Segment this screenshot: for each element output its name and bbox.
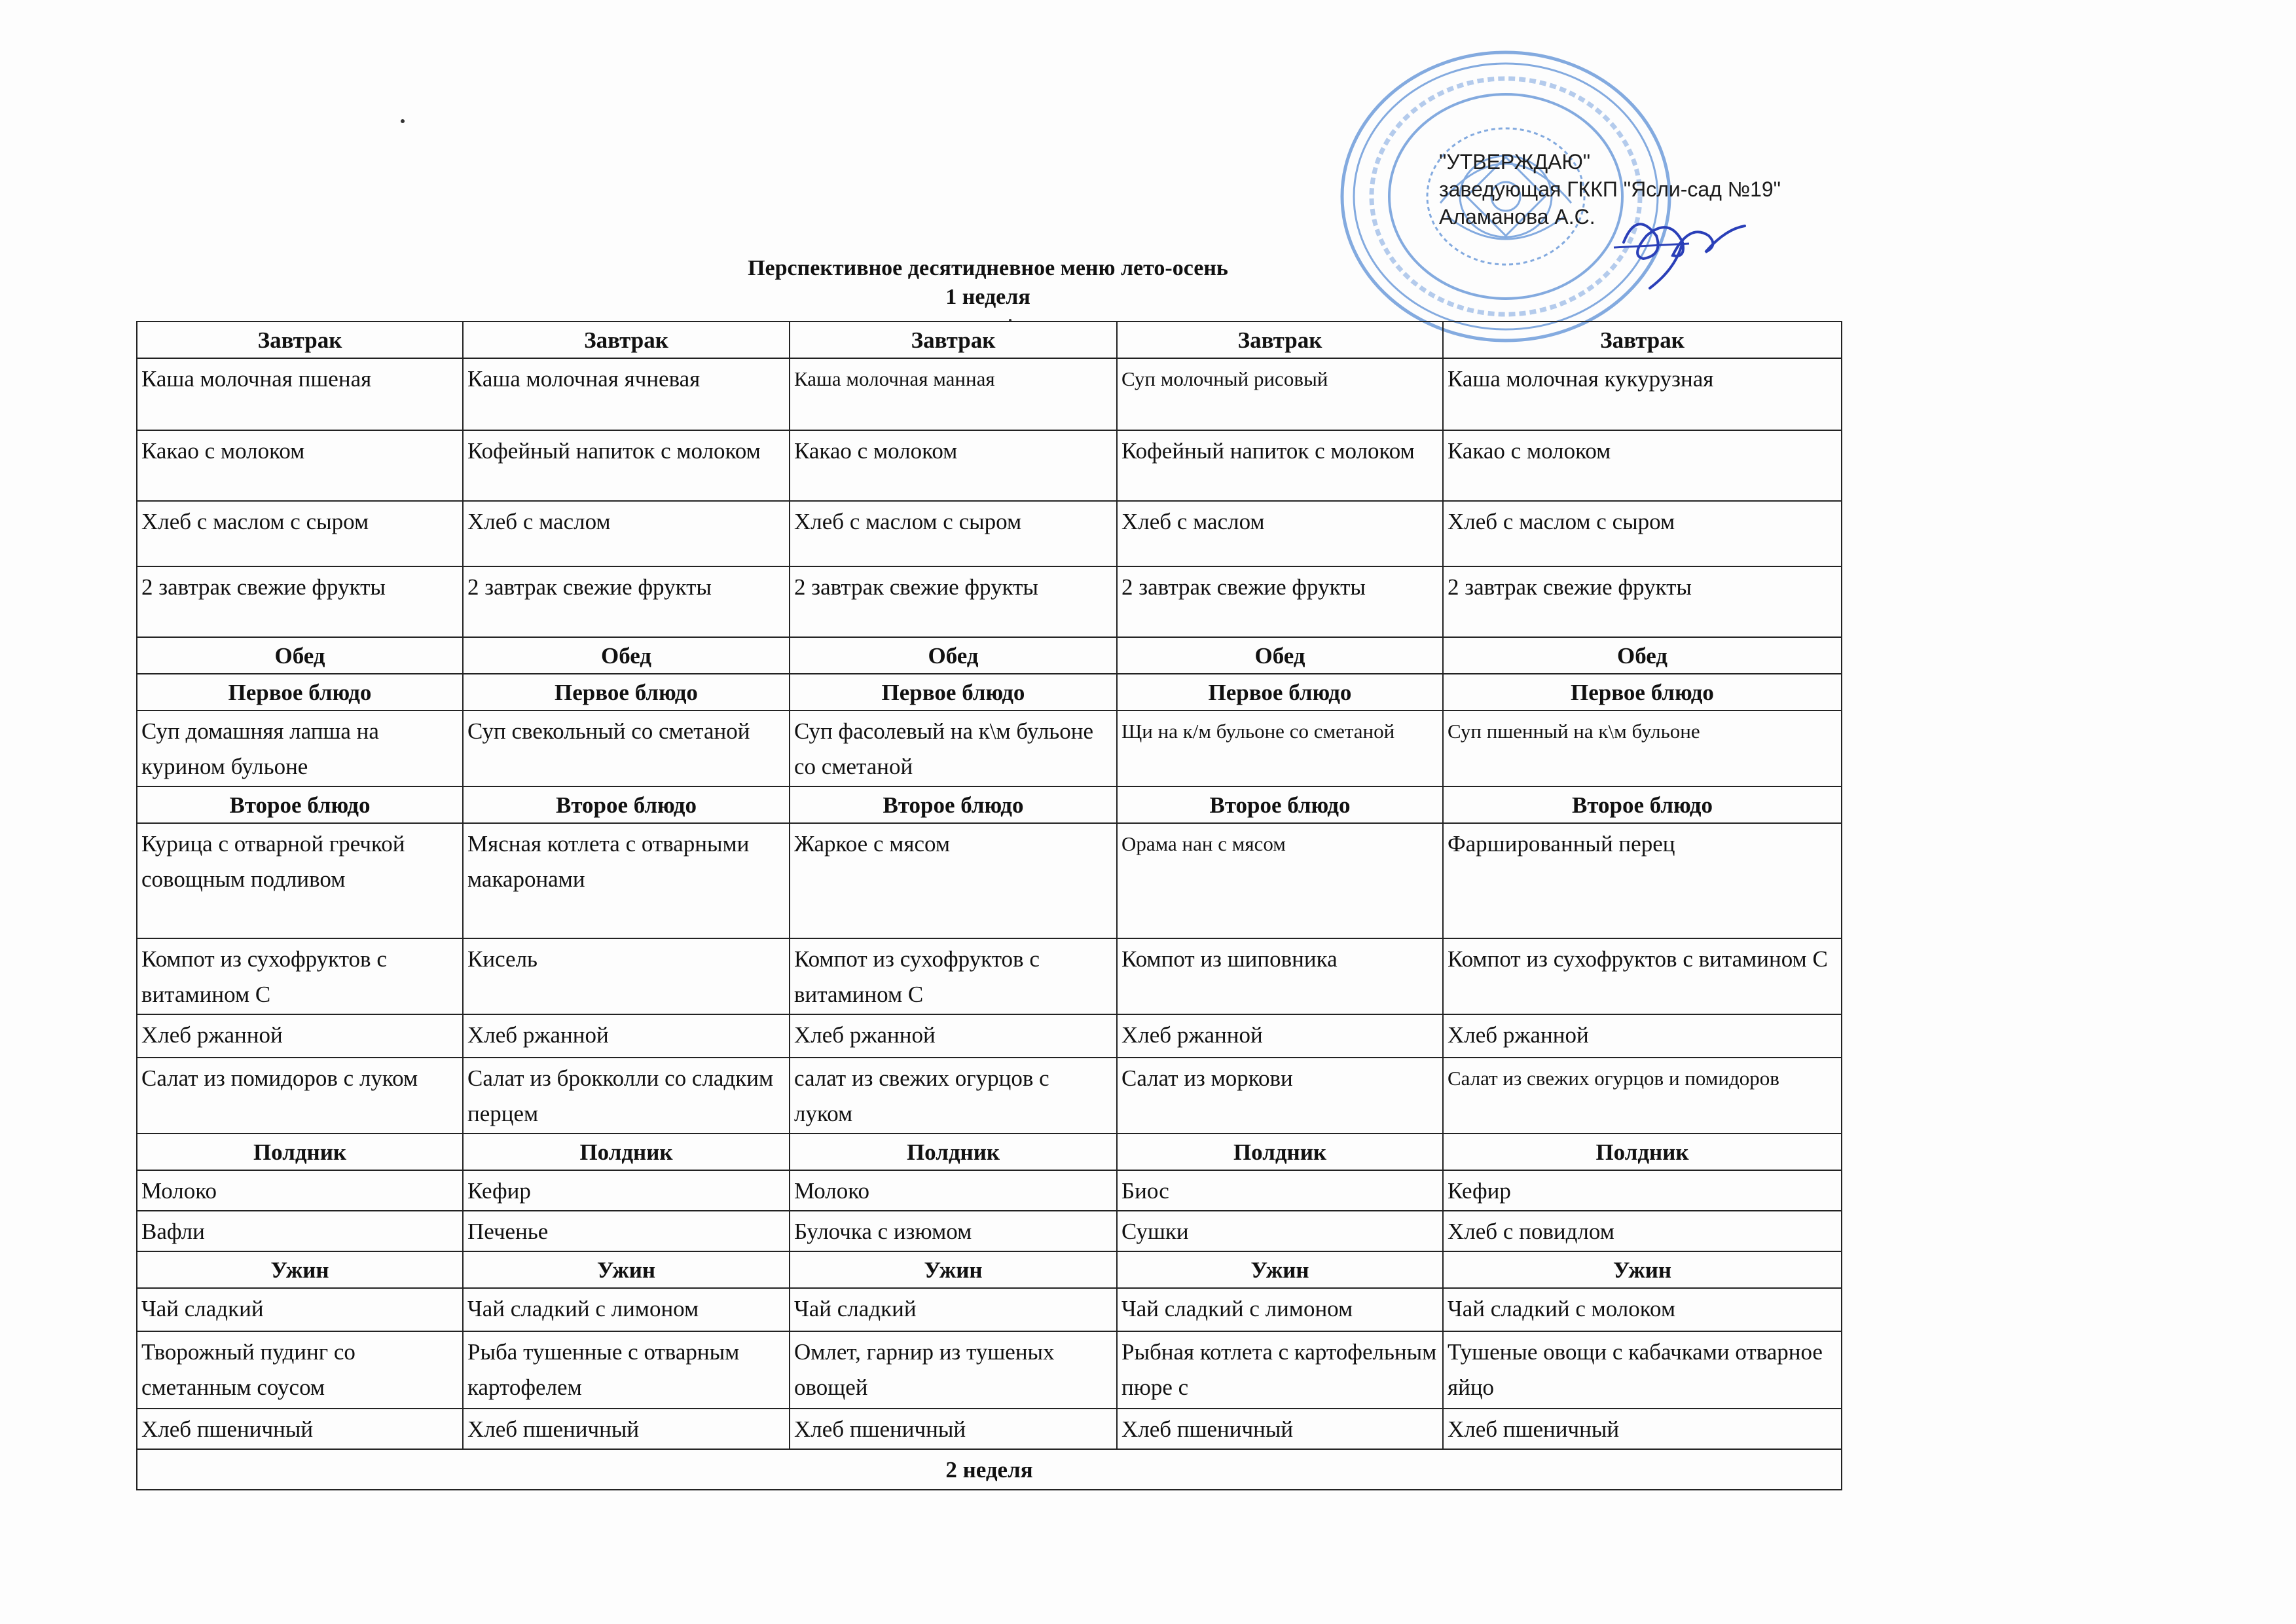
document-title: Перспективное десятидневное меню лето-осень [748,256,1228,280]
meal-header-cell: Второе блюдо [1117,786,1443,823]
menu-cell: Каша молочная манная [790,358,1117,430]
menu-table [136,321,1842,1490]
meal-header-row [137,637,1842,674]
week-2-heading: 2 неделя [137,1449,1842,1490]
menu-cell: Вафли [137,1211,463,1251]
menu-cell: Творожный пудинг со сметанным соусом [137,1331,463,1409]
approval-heading: "УТВЕРЖДАЮ" [1439,150,1591,174]
approval-position: заведующая ГККП "Ясли-сад №19" [1439,177,1781,201]
menu-cell: Хлеб пшеничный [137,1409,463,1449]
menu-cell: Каша молочная кукурузная [1443,358,1842,430]
menu-cell: 2 завтрак свежие фрукты [790,566,1117,637]
menu-cell: Чай сладкий [137,1288,463,1331]
menu-cell: Какао с молоком [137,430,463,501]
menu-cell: Омлет, гарнир из тушеных овощей [790,1331,1117,1409]
menu-cell: Хлеб с маслом с сыром [790,501,1117,566]
menu-cell: Суп домашняя лапша на курином бульоне [137,710,463,786]
meal-header-cell: Ужин [1117,1251,1443,1288]
menu-cell: Чай сладкий с лимоном [463,1288,790,1331]
meal-header-cell: Второе блюдо [1443,786,1842,823]
meal-header-cell: Ужин [790,1251,1117,1288]
menu-row [137,1409,1842,1449]
menu-row [137,1331,1842,1409]
menu-cell: Хлеб ржанной [790,1014,1117,1058]
meal-header-cell: Второе блюдо [790,786,1117,823]
menu-cell: Хлеб с маслом [1117,501,1443,566]
menu-cell: Биос [1117,1170,1443,1211]
meal-header-cell: Завтрак [1117,322,1443,358]
menu-row [137,1014,1842,1058]
menu-cell: Рыба тушенные с отварным картофелем [463,1331,790,1409]
menu-cell: Курица с отварной гречкой совощным подливом [137,823,463,938]
meal-header-row [137,786,1842,823]
menu-cell: Каша молочная пшеная [137,358,463,430]
meal-header-cell: Обед [1443,637,1842,674]
menu-cell: Хлеб пшеничный [463,1409,790,1449]
menu-cell: Молоко [137,1170,463,1211]
menu-cell: Хлеб ржанной [1443,1014,1842,1058]
menu-cell: Фаршированный перец [1443,823,1842,938]
menu-row [137,938,1842,1014]
menu-row [137,823,1842,938]
meal-header-cell: Ужин [463,1251,790,1288]
menu-cell: Хлеб с маслом [463,501,790,566]
meal-header-cell: Первое блюдо [137,674,463,710]
week-1-heading: 1 неделя [945,285,1030,309]
meal-header-cell: Ужин [137,1251,463,1288]
menu-cell: Салат из брокколли со сладким перцем [463,1058,790,1134]
menu-row [137,1170,1842,1211]
meal-header-row [137,322,1842,358]
meal-header-cell: Полдник [790,1134,1117,1170]
menu-cell: Какао с молоком [790,430,1117,501]
menu-cell: Печенье [463,1211,790,1251]
menu-cell: Суп фасолевый на к\м бульоне со сметаной [790,710,1117,786]
menu-row [137,566,1842,637]
menu-table-body [137,322,1842,1449]
meal-header-cell: Первое блюдо [790,674,1117,710]
menu-row [137,1058,1842,1134]
meal-header-cell: Завтрак [790,322,1117,358]
menu-cell: Хлеб с маслом с сыром [1443,501,1842,566]
menu-cell: Сушки [1117,1211,1443,1251]
menu-cell: Хлеб пшеничный [790,1409,1117,1449]
menu-cell: Рыбная котлета с картофельным пюре с [1117,1331,1443,1409]
menu-cell: 2 завтрак свежие фрукты [1117,566,1443,637]
meal-header-cell: Завтрак [463,322,790,358]
menu-cell: Салат из моркови [1117,1058,1443,1134]
menu-cell: 2 завтрак свежие фрукты [137,566,463,637]
menu-cell: Кефир [463,1170,790,1211]
menu-cell: Кофейный напиток с молоком [1117,430,1443,501]
meal-header-row [137,674,1842,710]
meal-header-row [137,1134,1842,1170]
menu-cell: Хлеб пшеничный [1443,1409,1842,1449]
menu-row [137,1288,1842,1331]
menu-cell: Суп пшенный на к\м бульоне [1443,710,1842,786]
menu-cell: салат из свежих огурцов с луком [790,1058,1117,1134]
menu-cell: Чай сладкий с лимоном [1117,1288,1443,1331]
menu-cell: Компот из сухофруктов с витамином С [790,938,1117,1014]
menu-cell: Салат из помидоров с луком [137,1058,463,1134]
menu-cell: Мясная котлета с отварными макаронами [463,823,790,938]
week-2-row [137,1449,1842,1490]
meal-header-cell: Полдник [1443,1134,1842,1170]
menu-cell: Компот из шиповника [1117,938,1443,1014]
menu-cell: Молоко [790,1170,1117,1211]
approval-name: Аламанова А.С. [1439,205,1595,229]
meal-header-cell: Полдник [463,1134,790,1170]
menu-cell: 2 завтрак свежие фрукты [463,566,790,637]
meal-header-cell: Второе блюдо [137,786,463,823]
menu-cell: Щи на к/м бульоне со сметаной [1117,710,1443,786]
scan-speck [401,119,405,123]
menu-cell: Хлеб с маслом с сыром [137,501,463,566]
menu-cell: Компот из сухофруктов с витамином С [1443,938,1842,1014]
menu-row [137,501,1842,566]
meal-header-cell: Завтрак [137,322,463,358]
menu-cell: Компот из сухофруктов с витамином С [137,938,463,1014]
menu-row [137,710,1842,786]
menu-cell: Хлеб ржанной [463,1014,790,1058]
menu-cell: Кисель [463,938,790,1014]
menu-row [137,1211,1842,1251]
menu-cell: Орама нан с мясом [1117,823,1443,938]
meal-header-cell: Полдник [1117,1134,1443,1170]
meal-header-cell: Ужин [1443,1251,1842,1288]
menu-cell: Чай сладкий [790,1288,1117,1331]
meal-header-cell: Обед [463,637,790,674]
menu-cell: Хлеб ржанной [1117,1014,1443,1058]
menu-cell: Кофейный напиток с молоком [463,430,790,501]
menu-cell: Тушеные овощи с кабачками отварное яйцо [1443,1331,1842,1409]
meal-header-row [137,1251,1842,1288]
meal-header-cell: Первое блюдо [1117,674,1443,710]
menu-cell: Каша молочная ячневая [463,358,790,430]
menu-cell: Суп молочный рисовый [1117,358,1443,430]
meal-header-cell: Завтрак [1443,322,1842,358]
menu-row [137,358,1842,430]
menu-cell: Хлеб пшеничный [1117,1409,1443,1449]
meal-header-cell: Полдник [137,1134,463,1170]
menu-row [137,430,1842,501]
meal-header-cell: Второе блюдо [463,786,790,823]
menu-cell: Хлеб с повидлом [1443,1211,1842,1251]
meal-header-cell: Обед [1117,637,1443,674]
menu-cell: Булочка с изюмом [790,1211,1117,1251]
meal-header-cell: Первое блюдо [463,674,790,710]
menu-cell: Чай сладкий с молоком [1443,1288,1842,1331]
menu-cell: Жаркое с мясом [790,823,1117,938]
meal-header-cell: Первое блюдо [1443,674,1842,710]
menu-cell: Хлеб ржанной [137,1014,463,1058]
menu-cell: Какао с молоком [1443,430,1842,501]
menu-cell: 2 завтрак свежие фрукты [1443,566,1842,637]
meal-header-cell: Обед [790,637,1117,674]
meal-header-cell: Обед [137,637,463,674]
menu-cell: Кефир [1443,1170,1842,1211]
menu-cell: Салат из свежих огурцов и помидоров [1443,1058,1842,1134]
menu-cell: Суп свекольный со сметаной [463,710,790,786]
